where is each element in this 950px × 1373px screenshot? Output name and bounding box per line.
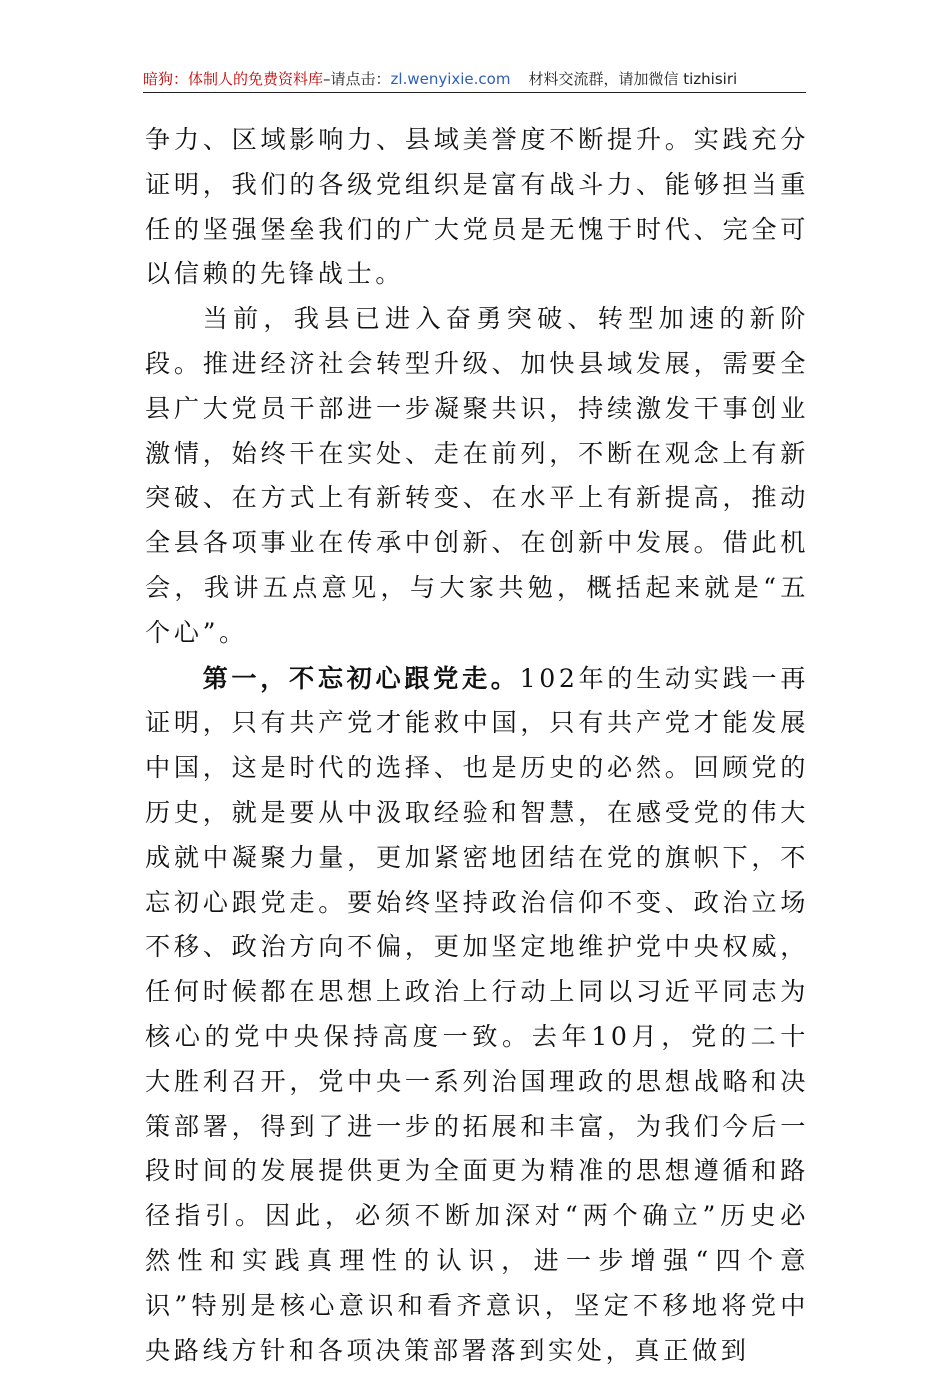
paragraph-2: 当前，我县已进入奋勇突破、转型加速的新阶段。推进经济社会转型升级、加快县域发展，需要全县广大党员干部进一步凝聚共识，持续激发干事创业激情，始终干在实处、走在前列，不断在观念上有新突破、在方式上有新转变、在水平上有新提高，推动全县各项事业在传承中创新、在创新中发展。借此机会，我讲五点意见，与大家共勉，概括起来就是“五个心”。: [145, 304, 809, 647]
header-contact: 材料交流群，请加微信 tizhisiri: [528, 70, 738, 88]
page-header: [143, 66, 806, 93]
paragraph-3-text: 102年的生动实践一再证明，只有共产党才能救中国，只有共产党才能发展中国，这是时代的选择、也是历史的必然。回顾党的历史，就是要从中汲取经验和智慧，在感受党的伟大成就中凝聚力量，更加紧密地团结在党的旗帜下，不忘初心跟党走。要始终坚持政治信仰不变、政治立场不移、政治方向不偏，更加坚定地维护党中央权威，任何时候都在思想上政治上行动上同以习近平同志为核心的党中央保持高度一致。去年10月，党的二十大胜利召开，党中央一系列治国理政的思想战略和决策部署，得到了进一步的拓展和丰富，为我们今后一段时间的发展提供更为全面更为精准的思想遵循和路径指引。因此，必须不断加深对“两个确立”历史必然性和实践真理性的认识，进一步增强“四个意识”特别是核心意识和看齐意识，坚定不移地将党中央路线方针和各项决策部署落到实处，真正做到: [145, 663, 809, 1365]
paragraph-3: [145, 656, 809, 1373]
header-url-link[interactable]: zl.wenyixie.com: [390, 70, 511, 88]
paragraph-1: 争力、区域影响力、县域美誉度不断提升。实践充分证明，我们的各级党组织是富有战斗力、能够担当重任的坚强堡垒我们的广大党员是无愧于时代、完全可以信赖的先锋战士。: [145, 125, 809, 289]
header-prompt: –请点击：: [323, 70, 391, 88]
document-body: [145, 118, 809, 1373]
header-brand: 暗狗：体制人的免费资料库: [143, 70, 324, 88]
paragraph-3-lead: 第一，不忘初心跟党走。: [202, 662, 520, 693]
